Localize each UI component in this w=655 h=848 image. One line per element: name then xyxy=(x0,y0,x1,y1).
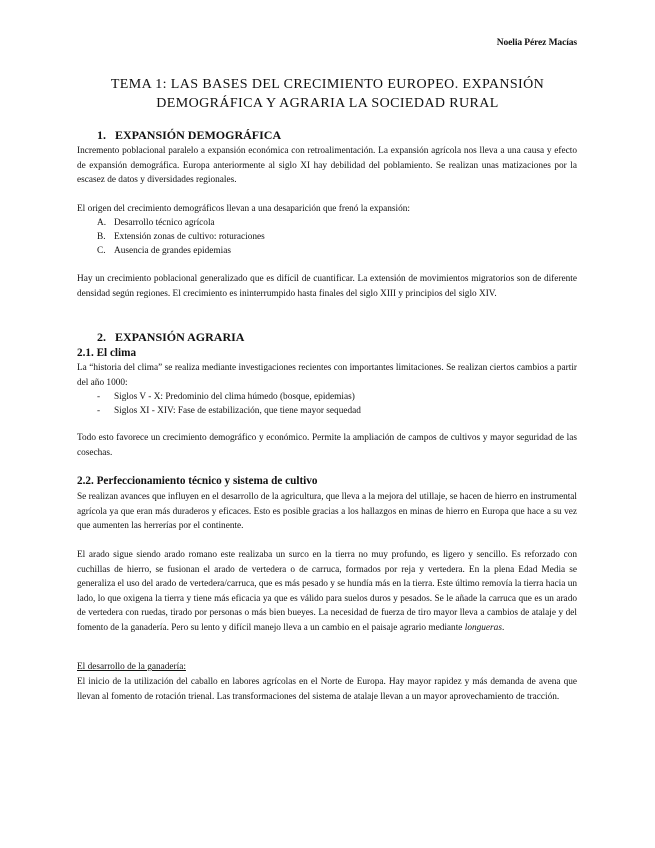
section-2-heading xyxy=(97,330,244,345)
section-1-paragraph-1: Incremento poblacional paralelo a expansión económica con retroalimentación. La expansión agrícola nos lleva a una causa y efecto de expansión demográfica. Europa anteriormente al siglo XI hay debilidad del poblamiento. Se realizan unas matizaciones por la escasez de datos y diversidades regionales. xyxy=(77,146,577,185)
list-item xyxy=(97,244,231,259)
section-2-title: EXPANSIÓN AGRARIA xyxy=(115,330,245,344)
section-1-paragraph-3: Hay un crecimiento poblacional generalizado que es difícil de cuantificar. La extensión de movimientos migratorios son de diferente densidad según regiones. El crecimiento es ininterrumpido hasta finales del siglo XIII y principios del siglo XIV. xyxy=(77,274,577,299)
title-line-2: DEMOGRÁFICA Y AGRARIA LA SOCIEDAD RURAL xyxy=(156,95,499,111)
list-marker: C. xyxy=(97,246,106,256)
paragraph-end: . xyxy=(501,622,505,633)
list-item xyxy=(97,404,361,419)
list-marker: - xyxy=(97,406,101,416)
list-marker: A. xyxy=(97,218,107,228)
title-line-1: TEMA 1: LAS BASES DEL CRECIMIENTO EUROPEO. EXPANSIÓN xyxy=(110,77,545,92)
section-1-title: EXPANSIÓN DEMOGRÁFICA xyxy=(115,128,282,142)
subsection-2-2-heading: 2.2. Perfeccionamiento técnico y sistema de cultivo xyxy=(77,475,318,487)
list-item xyxy=(97,216,215,231)
list-text: Ausencia de grandes epidemias xyxy=(114,246,231,256)
subsection-2-1-paragraph-1: La “historia del clima” se realiza mediante investigaciones recientes con importantes limitaciones. Se realizan ciertos cambios a partir del año 1000: xyxy=(77,363,577,388)
section-1-number: 1. xyxy=(97,128,106,142)
subsection-2-2-paragraph-1: Se realizan avances que influyen en el desarrollo de la agricultura, que lleva a la mejora del utillaje, se hacen de hierro en instrumental agrícola ya que eran más duraderos y eficaces. Esto es posible gracias a los hallazgos en minas de hierro en Europa que hace a su vez que aumenten las herrerías por el continente. xyxy=(77,492,578,531)
subsection-2-2-paragraph-2 xyxy=(77,548,577,635)
document-title xyxy=(70,76,585,113)
section-1-heading xyxy=(97,128,281,143)
list-text: Desarrollo técnico agrícola xyxy=(114,218,215,228)
subsection-2-1-heading: 2.1. El clima xyxy=(77,347,137,359)
section-1-paragraph-2: El origen del crecimiento demográficos llevan a una desaparición que frenó la expansión: xyxy=(77,204,411,214)
ganaderia-heading: El desarrollo de la ganadería: xyxy=(77,662,186,672)
subsection-2-1-paragraph-2: Todo esto favorece un crecimiento demográfico y económico. Permite la ampliación de campos de cultivos y mayor seguridad de las cosechas. xyxy=(77,433,577,458)
list-text: Extensión zonas de cultivo: roturaciones xyxy=(114,232,265,242)
subsection-2-2-paragraph-3: El inicio de la utilización del caballo en labores agrícolas en el Norte de Europa. Hay mayor rapidez y más demanda de avena que llevan al fomento de rotación trienal. Las transformaciones del sistema de atalaje llevan a un mayor aprovechamiento de tracción. xyxy=(77,677,577,702)
list-text: Siglos V - X: Predominio del clima húmedo (bosque, epidemias) xyxy=(114,392,355,402)
list-item xyxy=(97,390,355,405)
list-text: Siglos XI - XIV: Fase de estabilización, que tiene mayor sequedad xyxy=(114,406,361,416)
list-item xyxy=(97,230,265,245)
section-2-number: 2. xyxy=(97,330,106,344)
list-marker: B. xyxy=(97,232,106,242)
author-name: Noelia Pérez Macías xyxy=(496,38,577,48)
paragraph-text: El arado sigue siendo arado romano este realizaba un surco en la tierra no muy profundo, es ligero y sencillo. Es reforzado con cuchillas de hierro, se fusionan el arado de vertedera o de carruca, formados por reja y vertedera. En la plena Edad Media se generaliza el uso del arado de vertedera/carruca, que es más pesado y se hundía más en la tierra. Este último removía la tierra hacia un lado, lo que oxigena la tierra y tiene más eficacia ya que es válido para suelos duros y pesados. Se le añade la carruca que es un arado de vertedera con ruedas, tirado por personas o más bien bueyes. La necesidad de fuerza de tiro mayor lleva a cambios de atalaje y del fomento de la ganadería. Pero su lento y difícil manejo lleva a un cambio en el paisaje agrario mediante xyxy=(77,550,577,633)
italic-term: longueras xyxy=(464,622,502,633)
list-marker: - xyxy=(97,392,101,402)
